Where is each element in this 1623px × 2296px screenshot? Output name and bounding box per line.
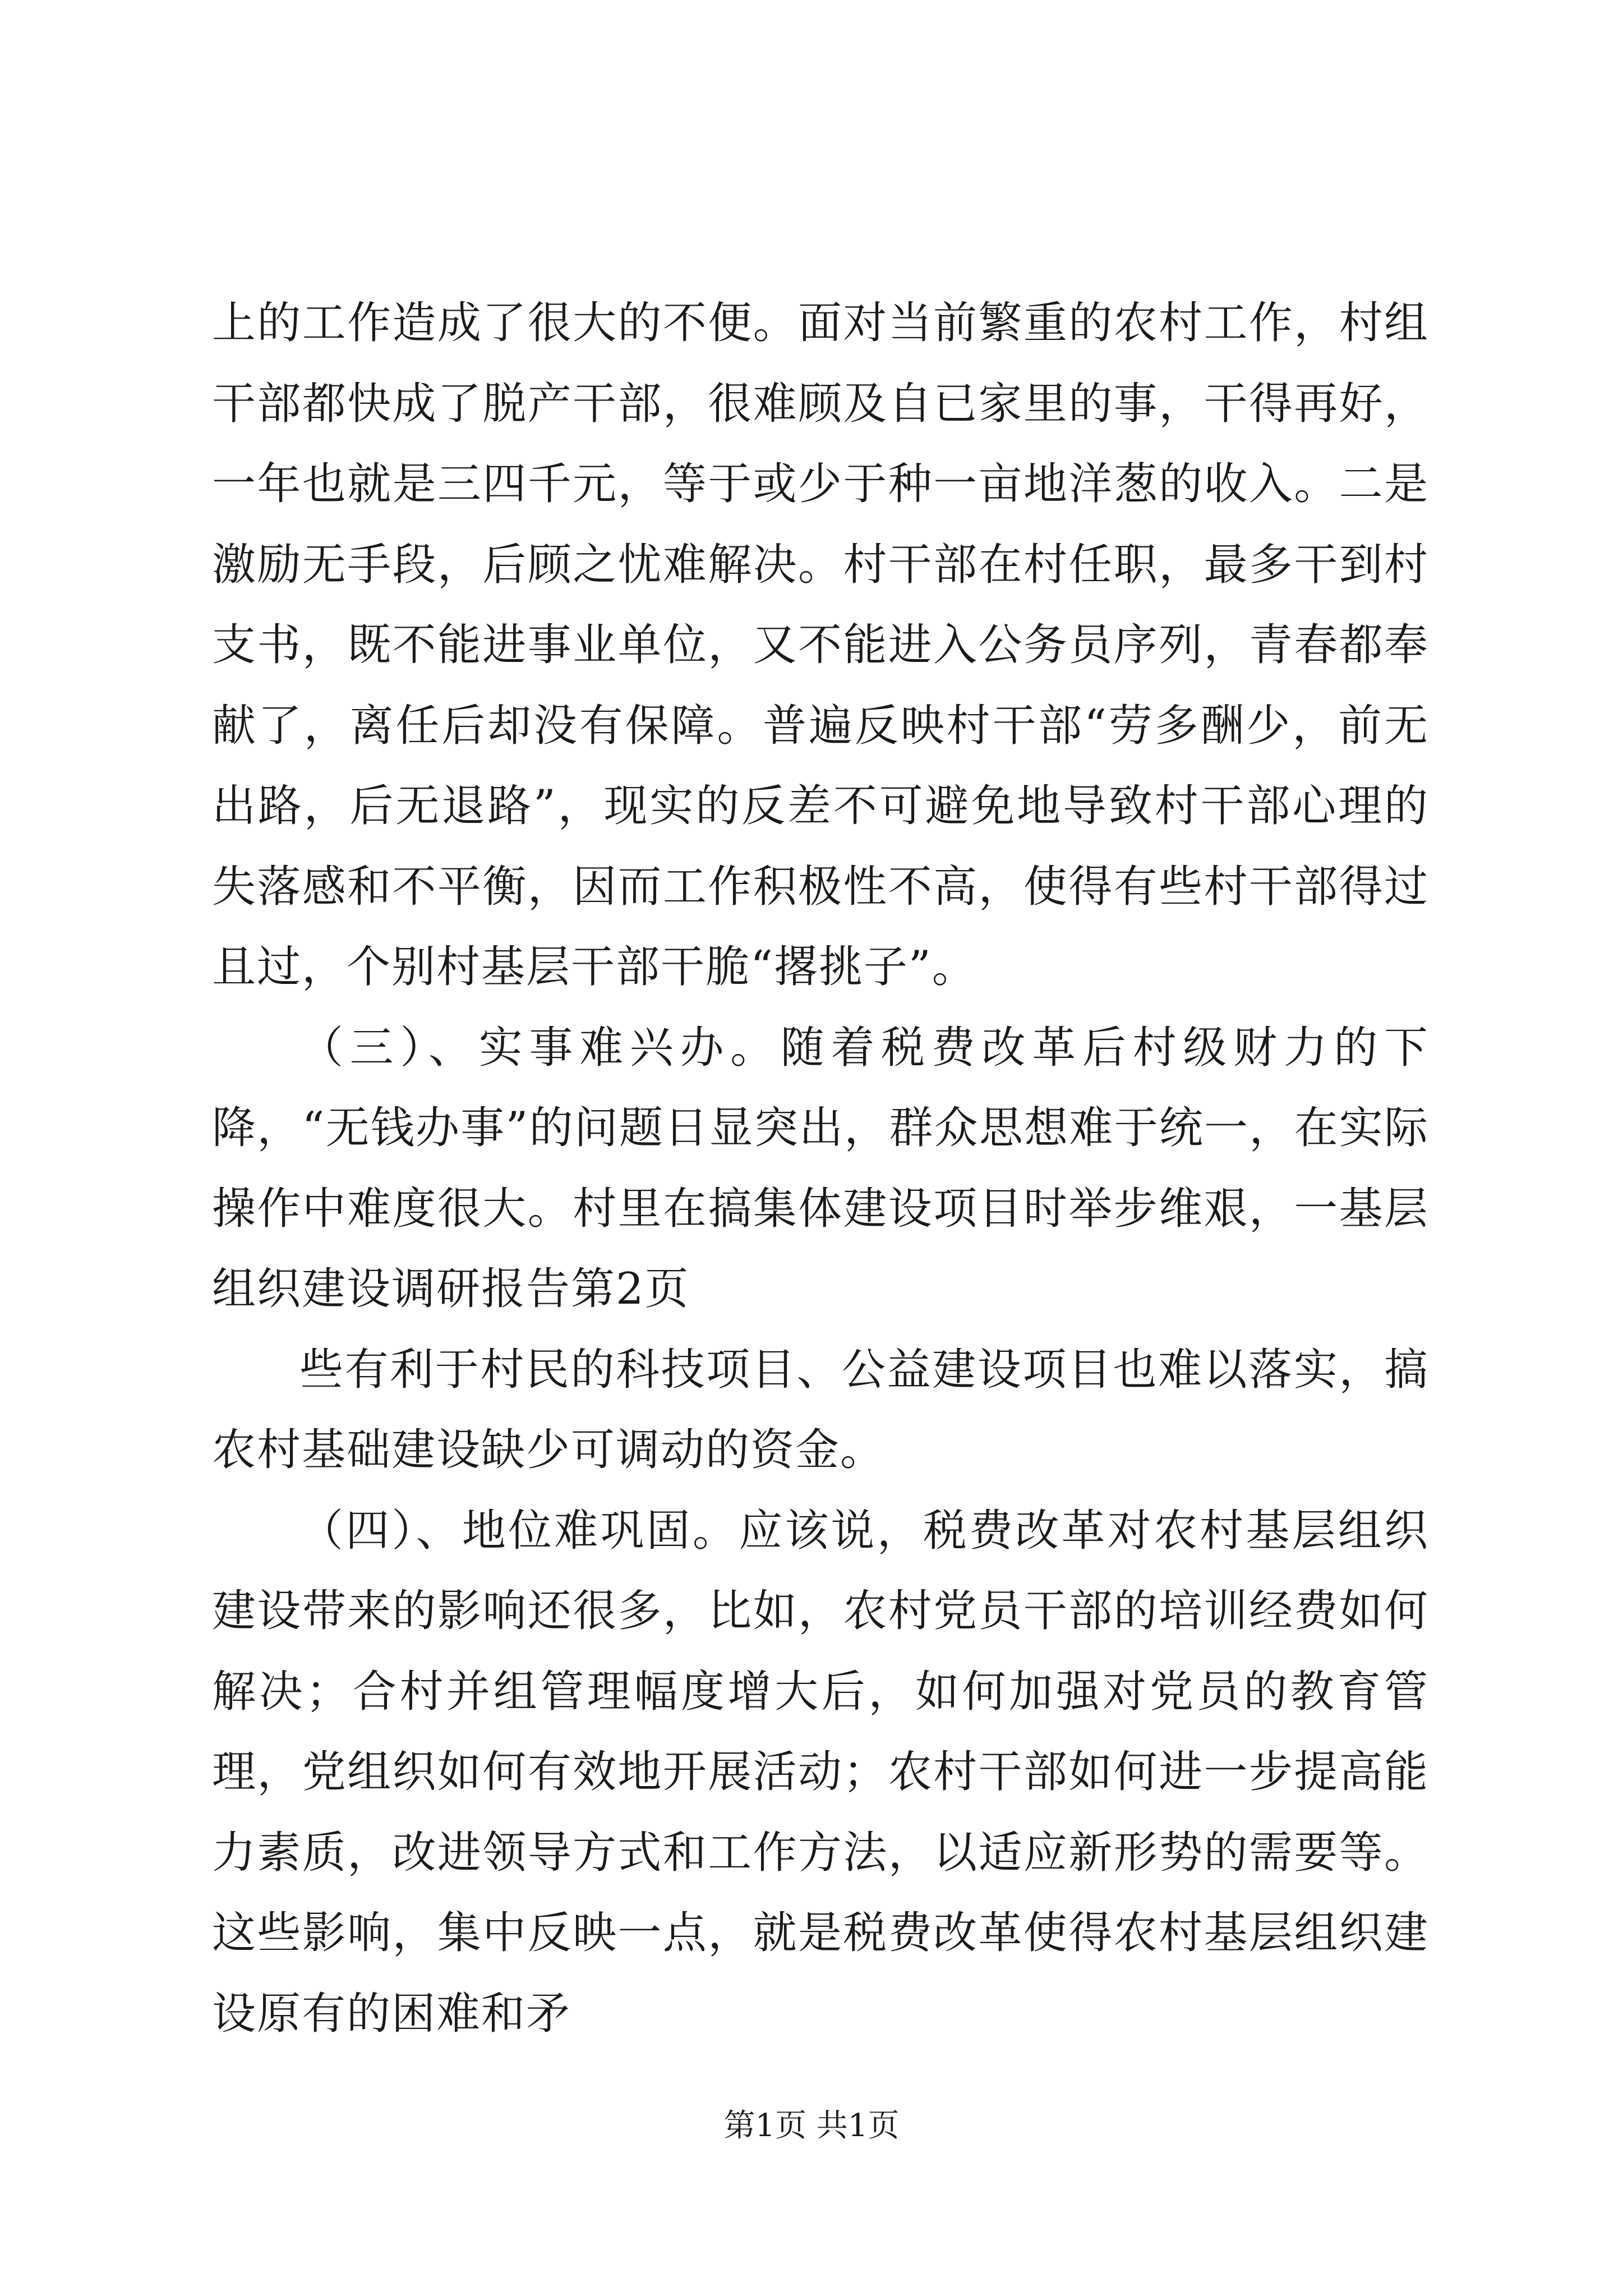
document-body — [212, 283, 1429, 2054]
paragraph-section-three-continued: 些有利于村民的科技项目、公益建设项目也难以落实，搞农村基础建设缺少可调动的资金。 — [212, 1344, 1429, 1475]
paragraph-section-four: （四）、地位难巩固。应该说，税费改革对农村基层组织建设带来的影响还很多，比如，农村党员干部的培训经费如何解决；合村并组管理幅度增大后，如何加强对党员的教育管理，党组织如何有效地开展活动；农村干部如何进一步提高能力素质，改进领导方式和工作方法，以适应新形势的需要等。这些影响，集中反映一点，就是税费改革使得农村基层组织建设原有的困难和矛 — [212, 1505, 1429, 2039]
paragraph-continued: 上的工作造成了很大的不便。面对当前繁重的农村工作，村组干部都快成了脱产干部，很难顾及自已家里的事，干得再好，一年也就是三四千元，等于或少于种一亩地洋葱的收入。二是激励无手段，后顾之忧难解决。村干部在村任职，最多干到村支书，既不能进事业单位，又不能进入公务员序列，青春都奉献了，离任后却没有保障。普遍反映村干部“劳多酬少，前无出路，后无退路”，现实的反差不可避免地导致村干部心理的失落感和不平衡，因而工作积极性不高，使得有些村干部得过且过，个别村基层干部干脆“撂挑子”。 — [212, 298, 1429, 992]
paragraph-section-three: （三）、实事难兴办。随着税费改革后村级财力的下降，“无钱办事”的问题日显突出，群众思想难于统一，在实际操作中难度很大。村里在搞集体建设项目时举步维艰，一基层组织建设调研报告第2页 — [212, 1022, 1429, 1314]
page-footer: 第1页 共1页 — [723, 2108, 900, 2144]
